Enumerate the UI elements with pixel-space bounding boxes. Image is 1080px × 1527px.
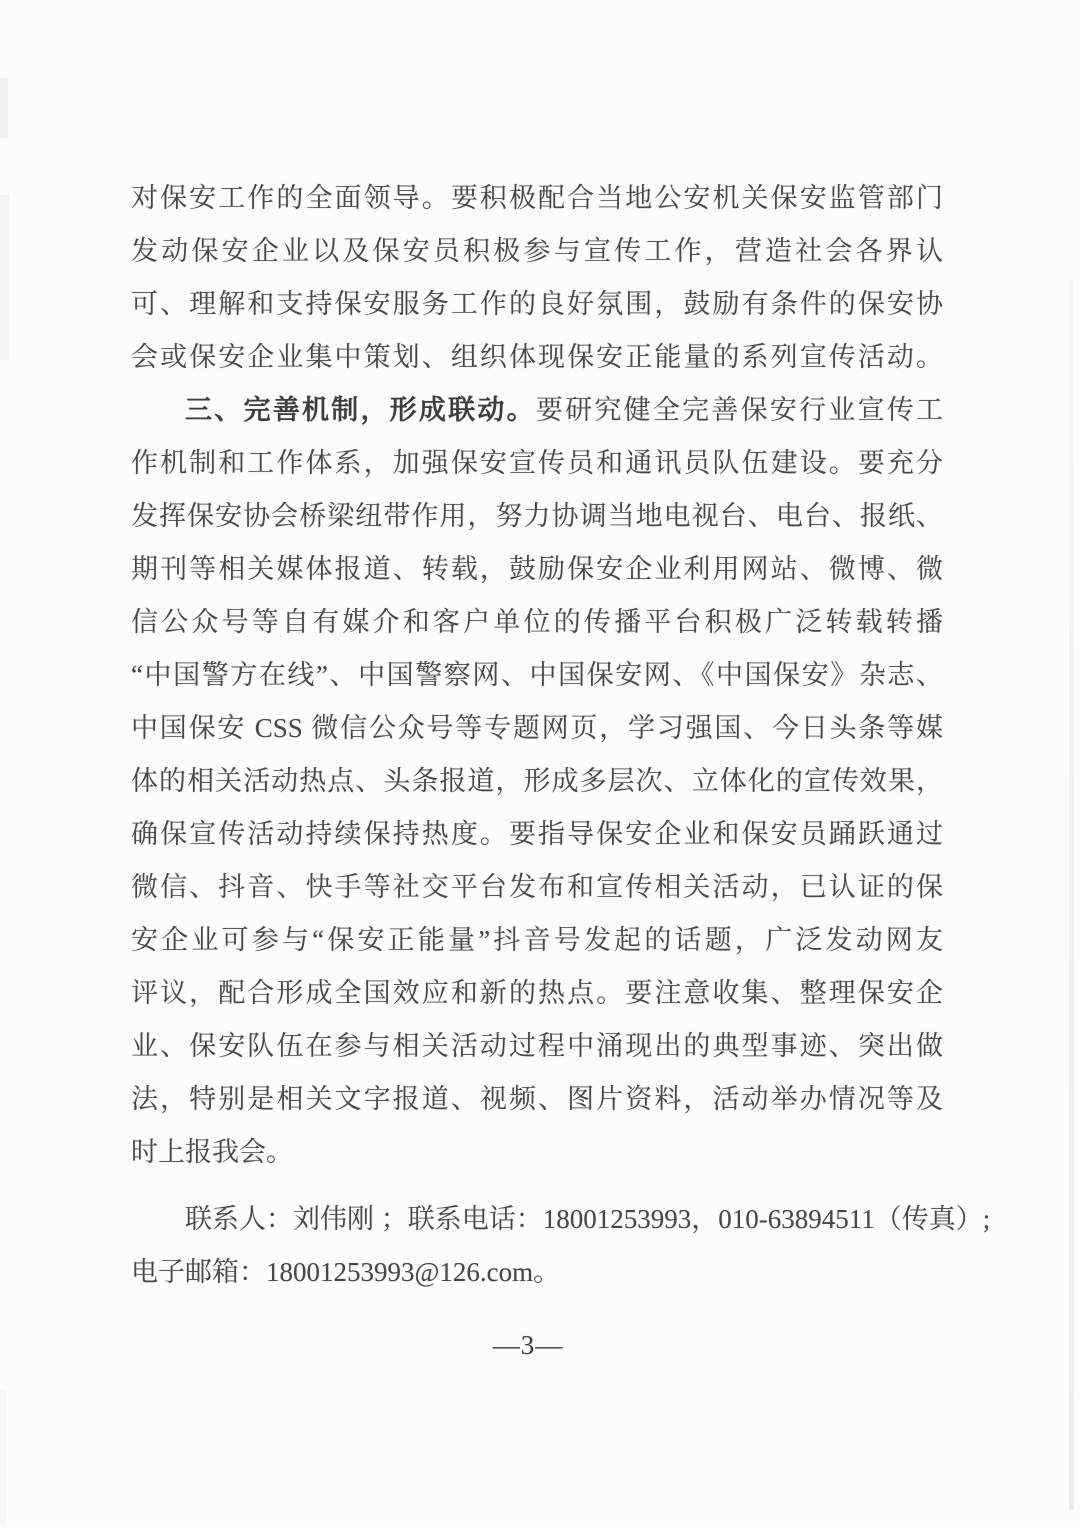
text-line: “中国警方在线”、中国警察网、中国保安网、《中国保安》杂志、	[131, 660, 943, 690]
section-heading-rest: 要研究健全完善保安行业宣传工	[535, 395, 944, 425]
text-line: 时上报我会。	[131, 1137, 293, 1167]
text-line: 期刊等相关媒体报道、转载，鼓励保安企业利用网站、微博、微	[131, 554, 943, 584]
text-line: 发挥保安协会桥梁纽带作用，努力协调当地电视台、电台、报纸、	[131, 501, 943, 531]
text-line: 作机制和工作体系，加强保安宣传员和通讯员队伍建设。要充分	[131, 448, 943, 478]
text-line: 业、保安队伍在参与相关活动过程中涌现出的典型事迹、突出做	[131, 1031, 943, 1061]
document-body	[131, 172, 991, 1299]
section-heading-line	[131, 384, 943, 437]
contact-line: 联系人：刘伟刚 ；联系电话：18001253993，010-63894511（传真）;	[185, 1204, 991, 1234]
scan-artifact-right-edge	[1069, 280, 1074, 1510]
paragraph-continuation	[131, 172, 943, 384]
scan-artifact-left-mid	[0, 195, 9, 360]
paragraph-contact-info	[131, 1193, 991, 1299]
text-line: 可、理解和支持保安服务工作的良好氛围，鼓励有条件的保安协	[131, 289, 943, 319]
text-line: 发动保安企业以及保安员积极参与宣传工作，营造社会各界认	[131, 236, 943, 266]
page-number: —3—	[492, 1330, 564, 1360]
text-line: 会或保安企业集中策划、组织体现保安正能量的系列宣传活动。	[131, 342, 943, 372]
text-line: 确保宣传活动持续保持热度。要指导保安企业和保安员踊跃通过	[131, 819, 943, 849]
text-line: 体的相关活动热点、头条报道，形成多层次、立体化的宣传效果，	[131, 766, 943, 796]
scan-artifact-left-bottom	[0, 1390, 6, 1525]
text-line: 法，特别是相关文字报道、视频、图片资料，活动举办情况等及	[131, 1084, 943, 1114]
text-line: 微信、抖音、快手等社交平台发布和宣传相关活动，已认证的保	[131, 872, 943, 902]
text-line: 中国保安 CSS 微信公众号等专题网页，学习强国、今日头条等媒	[131, 713, 943, 743]
scan-artifact-left-top	[0, 78, 8, 138]
paragraph-section-three	[131, 384, 943, 1179]
text-line: 安企业可参与“保安正能量”抖音号发起的话题，广泛发动网友	[131, 925, 943, 955]
text-line: 评议，配合形成全国效应和新的热点。要注意收集、整理保安企	[131, 978, 943, 1008]
section-heading: 三、完善机制，形成联动。	[185, 395, 536, 425]
text-line: 信公众号等自有媒介和客户单位的传播平台积极广泛转载转播	[131, 607, 943, 637]
contact-email-line: 电子邮箱：18001253993@126.com。	[131, 1257, 561, 1287]
text-line: 对保安工作的全面领导。要积极配合当地公安机关保安监管部门	[131, 183, 943, 213]
